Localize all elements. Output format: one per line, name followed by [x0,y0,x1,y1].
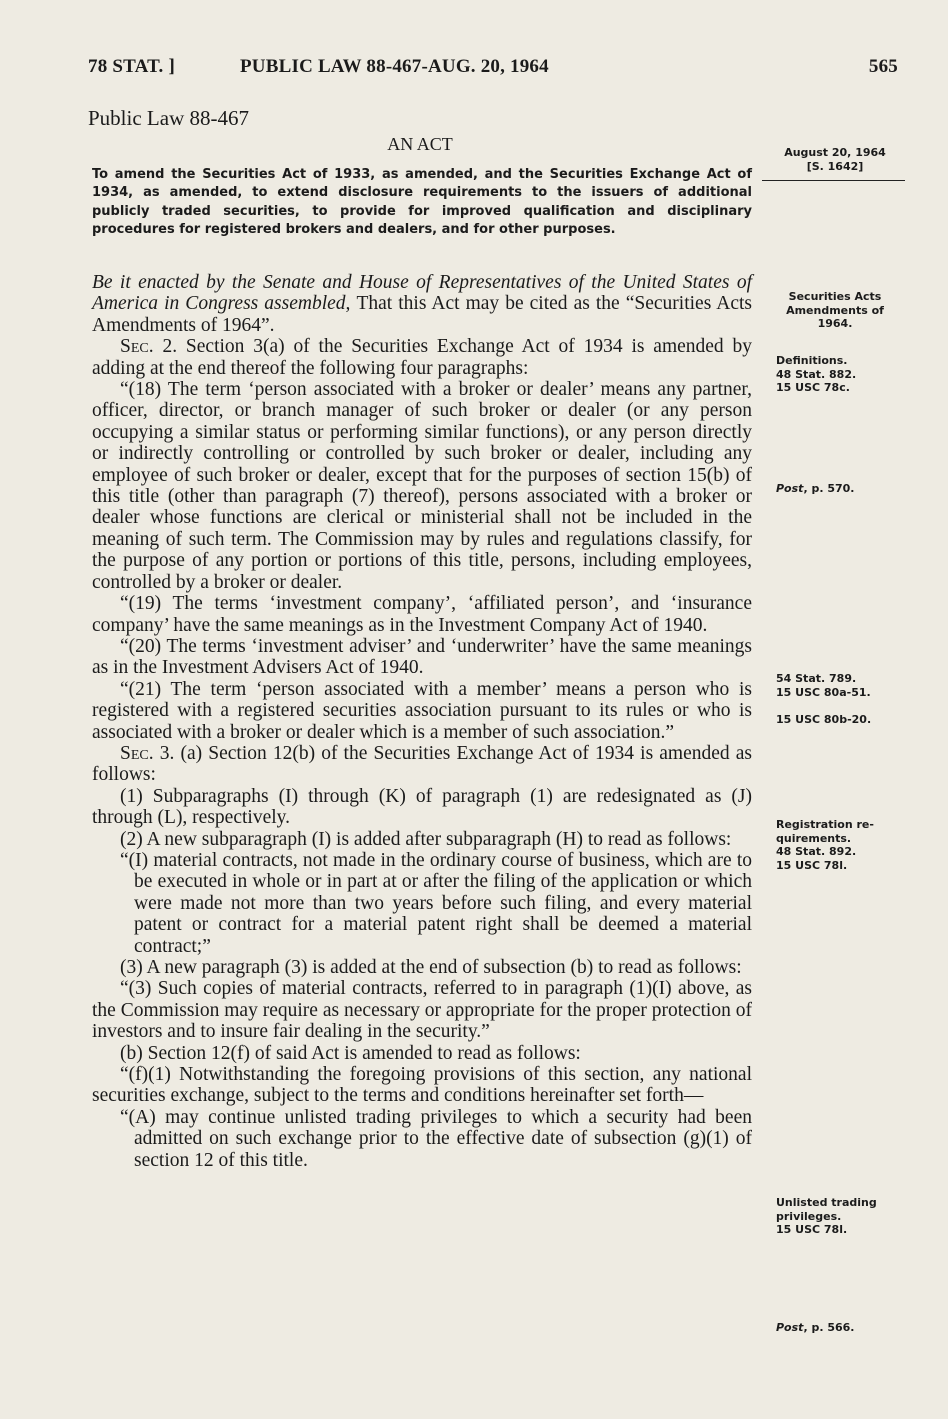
act-heading: AN ACT [387,134,453,154]
sidenote-definitions [776,354,906,395]
sidenote-page-ref: , p. 566. [803,1321,855,1334]
statute-volume-label: 78 STAT. ] [88,56,175,77]
sidenote-post-566 [776,1321,906,1335]
sidenote-line: quirements. [776,831,852,845]
enacting-clause-text: That this Act may be cited as the “Securities Acts Amendments of 1964”. [92,293,752,336]
paragraph-18: “(18) The term ‘person associated with a broker or dealer’ means any partner, officer, director, or branch manager of such broker or dealer (or any person occupying a similar status or performing similar functions), or any person directly or indirectly controlling or controlled by such broker or dealer, including any employee of such broker or dealer, except that for the purposes of section 15(b) of this title (other than paragraph (7) thereof), persons associated with a broker or dealer whose functions are clerical or ministerial shall not be included in the meaning of such term. The Commission may by rules and regulations classify, for the purpose of any portion or portions of this title, persons, including employees, controlled by a broker or dealer. [92,379,752,593]
sidenote-post-word: Post [776,482,804,495]
bill-number: [S. 1642] [806,159,864,173]
paragraph-19: “(19) The terms ‘investment company’, ‘affiliated person’, and ‘insurance company’ have the same meanings as in the Investment Company Act of 1940. [92,593,752,636]
sidenote-line: Definitions. [776,354,848,367]
sidenote-unlisted-trading [776,1196,906,1237]
sidenote-line: Unlisted trading [776,1196,877,1209]
section-3-item-1: (1) Subparagraphs (I) through (K) of paragraph (1) are redesignated as (J) through (L), respectively. [92,785,752,829]
sidenote-registration [776,818,906,872]
section-3 [92,743,752,786]
sidenote-post-570 [776,482,906,496]
sidenote-line: Registration re- [776,818,874,831]
section-3-item-3-quote: “(3) Such copies of material contracts, referred to in paragraph (1)(I) above, as the Commission may require as necessary or appropriate for the proper protection of investors and to insure fair dealing in the security.” [92,978,752,1043]
sidenote-line: 1964. [817,317,853,330]
enacting-clause [92,272,752,336]
public-law-label: Public Law 88-467 [88,106,249,130]
act-body [92,272,752,1171]
section-3-item-2-quote: “(I) material contracts, not made in the ordinary course of business, which are to be executed in whole or in part at or after the filing of the application or which were made not more than two years before such filing, and every material patent or contract for a material patent right shall be deemed a material contract;” [120,849,752,957]
section-2-text: 2. Section 3(a) of the Securities Exchange Act of 1934 is amended by adding at the end thereof the following four paragraphs: [92,336,753,379]
section-3-item-3: (3) A new paragraph (3) is added at the end of subsection (b) to read as follows: [120,957,742,978]
paragraph-21: “(21) The term ‘person associated with a member’ means a person who is registered with a registered securities association pursuant to its rules or who is associated with a broker or dealer which is a member of such association.” [92,678,752,743]
section-12f-1-A: “(A) may continue unlisted trading privileges to which a security had been admitted on such exchange prior to the effective date of subsection (g)(1) of section 12 of this title. [120,1106,752,1171]
sidenote-line: 15 USC 78c. [776,381,850,394]
enacting-clause-italic: Be it enacted by the Senate and House of Representatives of the United States of America in Congress assembled, [92,272,752,315]
section-3-item-2: (2) A new subparagraph (I) is added after subparagraph (H) to read as follows: [120,828,732,850]
long-title-text: To amend the Securities Act of 1933, as amended, and the Securities Exchange Act of 1934, as amended, to extend disclosure requirements to the issuers of additional publicly traded securities, to provide for improved qualification and disciplinary procedures for registered brokers and dealers, and for other purposes. [92,167,752,238]
sidenote-line: 15 USC 78l. [776,1223,848,1236]
sidenote-short-title [770,290,900,331]
sidenote-line: Amendments of [786,303,884,317]
sidenote-line: Securities Acts [788,290,882,303]
sidenote-line: 15 USC 80a-51. [776,685,871,699]
sidenote-investment-advisers-act [776,713,906,727]
section-3-label: Sec. [120,742,154,764]
section-3-text: 3. (a) Section 12(b) of the Securities Exchange Act of 1934 is amended as follows: [92,742,753,786]
section-2-label: Sec. [120,336,154,358]
sidenote-post-word: Post [776,1321,804,1334]
sidenote-investment-company-act [776,672,906,699]
page-number: 565 [868,56,898,77]
sidenote-line: 48 Stat. 892. [776,845,857,858]
section-3-b-intro: (b) Section 12(f) of said Act is amended to read as follows: [120,1042,581,1064]
sidenote-divider [762,180,905,181]
paragraph-20: “(20) The terms ‘investment adviser’ and ‘underwriter’ have the same meanings as in the Investment Advisers Act of 1940. [92,635,752,679]
sidenote-page-ref: , p. 570. [803,482,855,495]
long-title [92,166,752,240]
section-2 [92,336,752,379]
sidenote-line: 15 USC 78l. [776,858,848,872]
sidenote-line: privileges. [776,1209,842,1223]
sidenote-line: 54 Stat. 789. [776,672,857,685]
enactment-date: August 20, 1964 [784,146,886,159]
sidenote-date [770,146,900,173]
section-12f-1: “(f)(1) Notwithstanding the foregoing provisions of this section, any national securities exchange, subject to the terms and conditions hereinafter set forth— [92,1064,752,1107]
sidenote-line: 48 Stat. 882. [776,367,857,381]
running-header: PUBLIC LAW 88-467-AUG. 20, 1964 [240,56,549,77]
sidenote-line: 15 USC 80b-20. [776,713,872,726]
